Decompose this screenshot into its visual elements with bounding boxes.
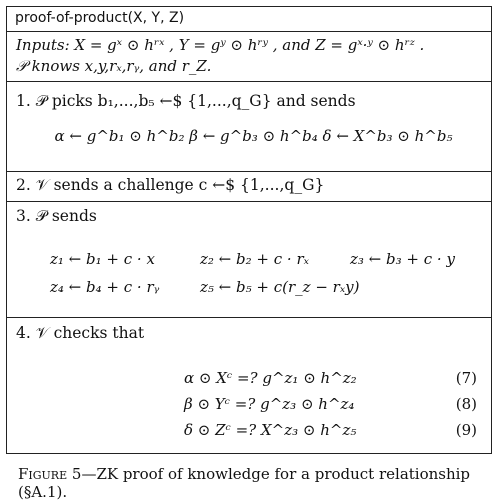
equation-number: (9) — [455, 421, 477, 439]
assignment-z5: z₅ ← b₅ + c(r_z − rₓy) — [200, 278, 360, 296]
equation-row — [16, 419, 491, 445]
equation-expr: α ⊙ Xᶜ =? g^z₁ ⊙ h^z₂ — [184, 369, 357, 387]
equation-expr: β ⊙ Yᶜ =? g^z₃ ⊙ h^z₄ — [184, 395, 355, 413]
step-number: 4. — [16, 324, 31, 342]
equation-expr: δ ⊙ Zᶜ =? X^z₃ ⊙ h^z₅ — [184, 421, 357, 439]
figure-box — [6, 6, 492, 454]
equation-number: (8) — [455, 395, 477, 413]
equation-list — [16, 367, 491, 445]
equation-row — [16, 367, 491, 393]
step-number: 3. — [16, 207, 31, 225]
commitments-formula: α ← g^b₁ ⊙ h^b₂ β ← g^b₃ ⊙ h^b₄ δ ← X^b₃ ⊙ h^b₅ — [54, 127, 453, 145]
assignment-z3: z₃ ← b₃ + c · y — [350, 250, 455, 268]
step-2 — [7, 172, 491, 202]
figure-caption — [18, 465, 503, 501]
caption-text: —ZK proof of knowledge for a product relationship (§A.1). — [18, 465, 471, 501]
step-3 — [7, 202, 491, 318]
assignment-z1: z₁ ← b₁ + c · x — [50, 250, 155, 268]
step-text: 𝒫 picks b₁,...,b₅ ←$ {1,...,q_G} and sends — [35, 92, 356, 110]
inputs-line: Inputs: X = gˣ ⊙ hʳˣ , Y = gʸ ⊙ hʳʸ , and Z = gˣ·ʸ ⊙ hʳᶻ . — [16, 36, 425, 54]
step-text: 𝒱 sends a challenge c ←$ {1,...,q_G} — [35, 176, 325, 194]
step-text: 𝒱 checks that — [35, 324, 145, 342]
figure-title: proof-of-product(X, Y, Z) — [7, 7, 491, 32]
inputs-block — [7, 32, 491, 82]
knows-line: 𝒫 knows x,y,rₓ,rᵧ, and r_Z. — [16, 57, 212, 75]
assignment-z4: z₄ ← b₄ + c · rᵧ — [50, 278, 160, 296]
step-text: 𝒫 sends — [35, 207, 97, 225]
step-1 — [7, 82, 491, 172]
assignment-z2: z₂ ← b₂ + c · rₓ — [200, 250, 309, 268]
caption-label: Figure 5 — [18, 465, 82, 483]
equation-number: (7) — [455, 369, 477, 387]
equation-row — [16, 393, 491, 419]
step-4 — [7, 318, 491, 452]
step-number: 2. — [16, 176, 31, 194]
responses-grid — [50, 250, 491, 296]
step-number: 1. — [16, 92, 31, 110]
